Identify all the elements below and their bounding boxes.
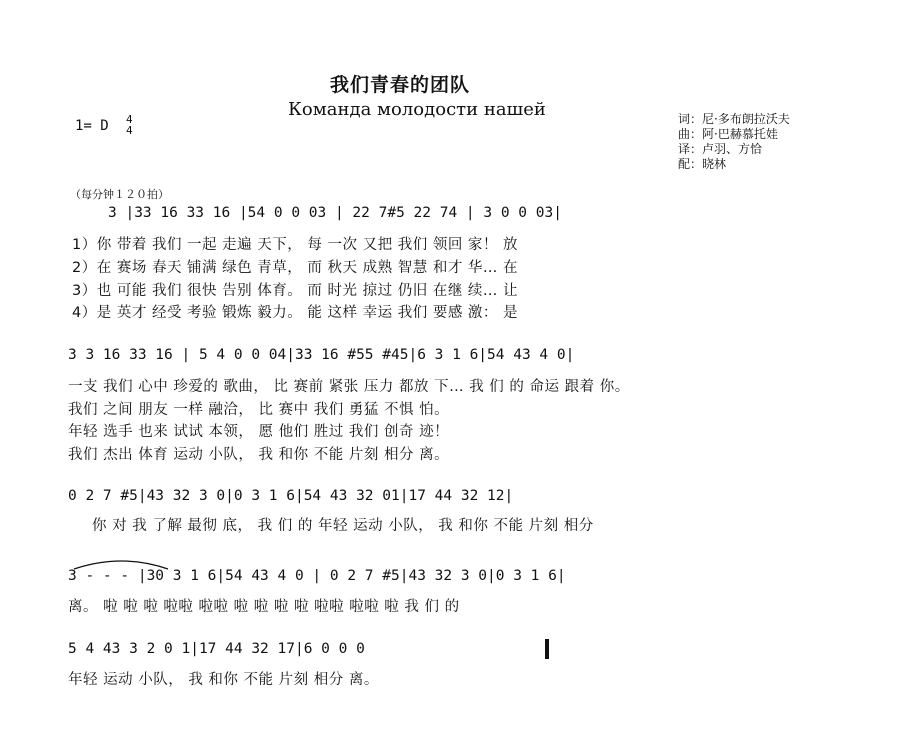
lyrics-line-1-verse-1: 1）你 带着 我们 一起 走遍 天下， 每 一次 又把 我们 领回 家！ 放: [72, 237, 519, 253]
credit-music: 曲：阿·巴赫慕托娃: [678, 127, 778, 141]
lyrics-line-2-verse-4: 我们 杰出 体育 运动 小队， 我 和你 不能 片刻 相分 离。: [68, 447, 450, 463]
lyrics-line-1-verse-4: 4）是 英才 经受 考验 锻炼 毅力。 能 这样 幸运 我们 要感 激： 是: [72, 305, 519, 321]
credit-translation: 译：卢羽、方恰: [678, 142, 763, 156]
lyrics-line-2-verse-1: 一支 我们 心中 珍爱的 歌曲， 比 赛前 紧张 压力 都放 下… 我 们 的 命运 跟着 你。: [68, 379, 630, 395]
time-signature: [126, 114, 133, 136]
lyrics-line-2-verse-3: 年轻 选手 也来 试试 本领， 愿 他们 胜过 我们 创奇 迹！: [68, 424, 450, 440]
lyrics-line-5: 年轻 运动 小队， 我 和你 不能 片刻 相分 离。: [68, 672, 379, 688]
song-title: 我们青春的团队: [330, 74, 471, 96]
lyrics-line-2-verse-2: 我们 之间 朋友 一样 融洽， 比 赛中 我们 勇猛 不惧 怕。: [68, 402, 450, 418]
song-subtitle: Команда молодости нашей: [288, 99, 546, 120]
time-signature-top: 4: [126, 113, 133, 126]
time-signature-bottom: 4: [126, 124, 133, 137]
notation-line-5: 5 4 43 3 2 0 1|17 44 32 17|6 0 0 0: [68, 641, 365, 657]
notation-line-2: 3 3 16 33 16 | 5 4 0 0 04|33 16 #55 #45|6 3 1 6|54 43 4 0|: [68, 347, 575, 363]
credit-arrangement: 配：晓林: [678, 157, 727, 171]
tempo-marking: （每分钟１２０拍）: [70, 188, 169, 201]
credit-lyrics: 词：尼·多布朗拉沃夫: [678, 112, 790, 126]
lyrics-line-1-verse-2: 2）在 赛场 春天 铺满 绿色 青草， 而 秋天 成熟 智慧 和才 华… 在: [72, 260, 519, 276]
notation-line-3: 0 2 7 #5|43 32 3 0|0 3 1 6|54 43 32 01|17 44 32 12|: [68, 488, 514, 504]
notation-line-4: 3 - - - |30 3 1 6|54 43 4 0 | 0 2 7 #5|43 32 3 0|0 3 1 6|: [68, 568, 566, 584]
key-signature: 1= D: [75, 118, 109, 134]
notation-line-1: 3 |33 16 33 16 |54 0 0 03 | 22 7#5 22 74 | 3 0 0 03|: [108, 205, 562, 221]
final-barline: [545, 639, 549, 659]
lyrics-line-3: 你 对 我 了解 最彻 底， 我 们 的 年轻 运动 小队， 我 和你 不能 片刻 相分: [92, 518, 594, 534]
credits: [678, 112, 790, 172]
lyrics-line-1-verse-3: 3）也 可能 我们 很快 告别 体育。 而 时光 掠过 仍旧 在继 续… 让: [72, 283, 519, 299]
lyrics-line-4: 离。 啦 啦 啦 啦啦 啦啦 啦 啦 啦 啦 啦啦 啦啦 啦 我 们 的: [68, 599, 460, 615]
